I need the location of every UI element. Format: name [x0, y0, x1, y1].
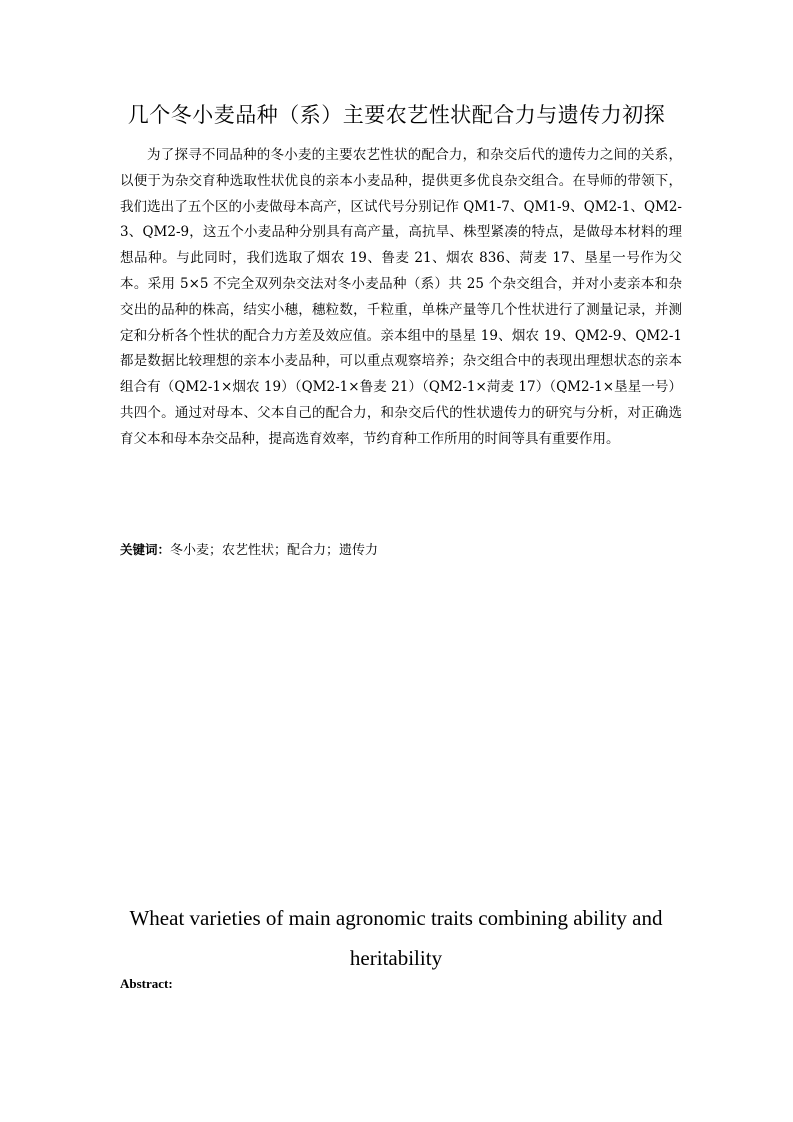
keywords-label: 关键词：: [120, 542, 171, 557]
keywords-line: [120, 539, 680, 562]
english-abstract-label: Abstract:: [120, 976, 173, 991]
english-title: Wheat varieties of main agronomic traits combining ability and heritability: [129, 906, 663, 970]
chinese-title: 几个冬小麦品种（系）主要农艺性状配合力与遗传力初探: [127, 103, 666, 127]
chinese-abstract-paragraph: 为了探寻不同品种的冬小麦的主要农艺性状的配合力，和杂交后代的遗传力之间的关系，以便于为杂交育种选取性状优良的亲本小麦品种，提供更多优良杂交组合。在导师的带领下，我们选出了五个区的小麦做母本高产，区试代号分别记作 QM1-7、QM1-9、QM2-1、QM2-3、QM2-9，这五个小麦品种分别具有高产量，高抗旱、株型紧凑的特点，是做母本材料的理想品种。与此同时，我们选取了烟农 19、鲁麦 21、烟农 836、菏麦 17、垦星一号作为父本。采用 5×5 不完全双列杂交法对冬小麦品种（系）共 25 个杂交组合，并对小麦亲本和杂交出的品种的株高，结实小穗，穗粒数，千粒重，单株产量等几个性状进行了测量记录，并测定和分析各个性状的配合力方差及效应值。亲本组中的垦星 19、烟农 19、QM2-9、QM2-1 都是数据比较理想的亲本小麦品种，可以重点观察培养；杂交组合中的表现出理想状态的亲本组合有（QM2-1×烟农 19）（QM2-1×鲁麦 21）（QM2-1×菏麦 17）（QM2-1×垦星一号）共四个。通过对母本、父本自己的配合力，和杂交后代的性状遗传力的研究与分析，对正确选育父本和母本杂交品种，提高选育效率，节约育种工作所用的时间等具有重要作用。: [120, 147, 682, 447]
keywords-text: 冬小麦；农艺性状；配合力；遗传力: [170, 543, 379, 558]
